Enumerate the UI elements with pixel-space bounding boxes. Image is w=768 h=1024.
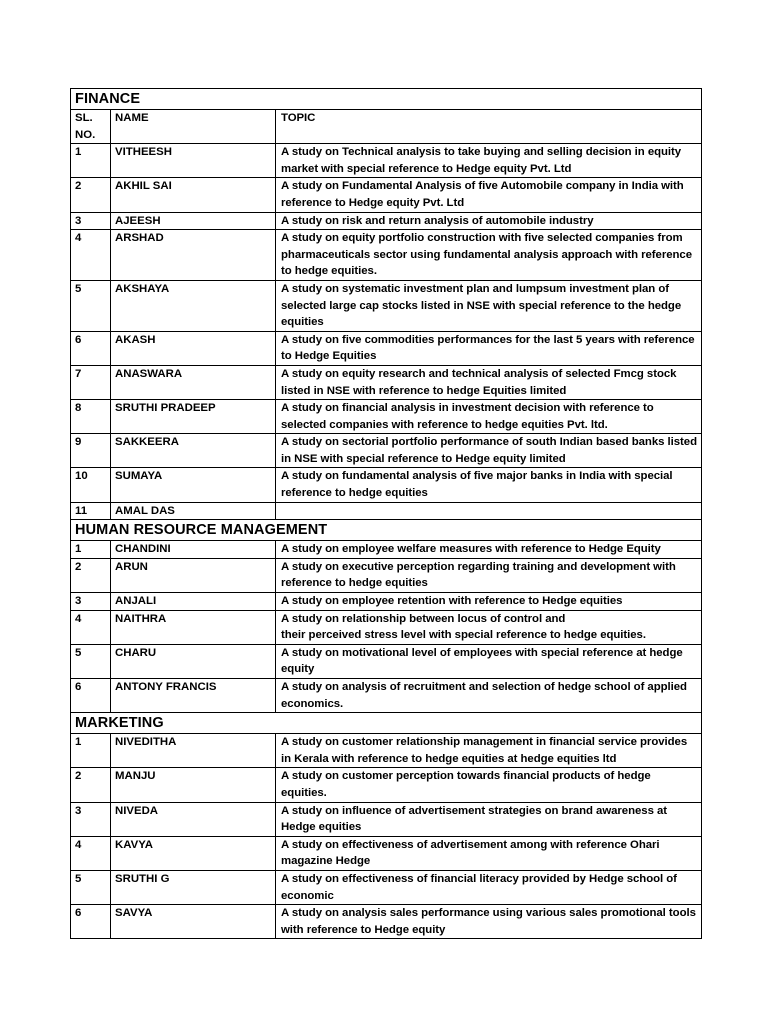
row-sl-no: 1 [71,144,111,178]
row-topic: A study on equity research and technical analysis of selected Fmcg stock listed in NSE with reference to hedge Equities limited [276,365,702,399]
table-row [71,280,702,331]
row-name: SUMAYA [111,468,276,502]
row-sl-no: 1 [71,734,111,768]
row-sl-no: 6 [71,679,111,713]
row-topic: A study on fundamental analysis of five major banks in India with special reference to hedge equities [276,468,702,502]
row-sl-no: 4 [71,610,111,644]
table-row [71,144,702,178]
row-topic: A study on five commodities performances for the last 5 years with reference to Hedge Equities [276,331,702,365]
row-name: NAITHRA [111,610,276,644]
table-row [71,365,702,399]
row-sl-no: 4 [71,836,111,870]
table-row [71,905,702,939]
row-name: MANJU [111,768,276,802]
row-topic: A study on influence of advertisement strategies on brand awareness at Hedge equities [276,802,702,836]
section-title-row [71,520,702,541]
table-body [71,89,702,939]
row-sl-no: 8 [71,400,111,434]
row-name: CHARU [111,644,276,678]
table-row [71,541,702,559]
row-topic: A study on Fundamental Analysis of five Automobile company in India with reference to Hedge equity Pvt. Ltd [276,178,702,212]
row-sl-no: 1 [71,541,111,559]
table-row [71,502,702,520]
row-name: SRUTHI G [111,870,276,904]
row-name: AKSHAYA [111,280,276,331]
row-name: NIVEDITHA [111,734,276,768]
row-topic: A study on equity portfolio construction with five selected companies from pharmaceuticals sector using fundamental analysis approach with reference to hedge equities. [276,230,702,281]
row-sl-no: 10 [71,468,111,502]
row-topic: A study on relationship between locus of control and their perceived stress level with special reference to hedge equities. [276,610,702,644]
row-name: SAKKEERA [111,434,276,468]
header-topic: TOPIC [276,110,702,144]
section-title-row [71,89,702,110]
row-name: SRUTHI PRADEEP [111,400,276,434]
row-name: CHANDINI [111,541,276,559]
header-name: NAME [111,110,276,144]
row-name: SAVYA [111,905,276,939]
row-topic: A study on employee retention with reference to Hedge equities [276,593,702,611]
row-topic: A study on motivational level of employees with special reference at hedge equity [276,644,702,678]
section-title: FINANCE [71,89,702,110]
row-topic: A study on effectiveness of financial literacy provided by Hedge school of economic [276,870,702,904]
row-topic: A study on customer perception towards financial products of hedge equities. [276,768,702,802]
row-topic: A study on effectiveness of advertisement among with reference Ohari magazine Hedge [276,836,702,870]
table-row [71,468,702,502]
row-topic: A study on risk and return analysis of automobile industry [276,212,702,230]
row-name: ANJALI [111,593,276,611]
row-topic [276,502,702,520]
section-title-row [71,713,702,734]
section-title: MARKETING [71,713,702,734]
section-title: HUMAN RESOURCE MANAGEMENT [71,520,702,541]
table-row [71,768,702,802]
table-row [71,593,702,611]
row-sl-no: 2 [71,768,111,802]
table-row [71,644,702,678]
row-name: ANASWARA [111,365,276,399]
row-sl-no: 9 [71,434,111,468]
row-name: VITHEESH [111,144,276,178]
row-sl-no: 6 [71,331,111,365]
row-sl-no: 3 [71,212,111,230]
row-name: ARSHAD [111,230,276,281]
row-sl-no: 3 [71,593,111,611]
row-topic: A study on financial analysis in investment decision with reference to selected companies with reference to hedge equities Pvt. ltd. [276,400,702,434]
row-name: AKASH [111,331,276,365]
row-topic: A study on executive perception regarding training and development with reference to hedge equities [276,558,702,592]
row-sl-no: 6 [71,905,111,939]
project-topics-table [70,88,702,939]
row-topic: A study on Technical analysis to take buying and selling decision in equity market with special reference to Hedge equity Pvt. Ltd [276,144,702,178]
row-sl-no: 2 [71,178,111,212]
table-row [71,610,702,644]
row-topic: A study on customer relationship management in financial service provides in Kerala with reference to hedge equities at hedge equities ltd [276,734,702,768]
row-sl-no: 11 [71,502,111,520]
column-header-row [71,110,702,144]
table-row [71,178,702,212]
row-sl-no: 5 [71,870,111,904]
row-sl-no: 7 [71,365,111,399]
row-name: AMAL DAS [111,502,276,520]
table-row [71,212,702,230]
row-topic: A study on sectorial portfolio performance of south Indian based banks listed in NSE with special reference to Hedge equity limited [276,434,702,468]
row-name: AKHIL SAI [111,178,276,212]
row-name: ANTONY FRANCIS [111,679,276,713]
table-row [71,836,702,870]
table-row [71,558,702,592]
table-row [71,734,702,768]
row-sl-no: 3 [71,802,111,836]
row-topic: A study on employee welfare measures with reference to Hedge Equity [276,541,702,559]
row-name: KAVYA [111,836,276,870]
row-sl-no: 5 [71,644,111,678]
table-row [71,434,702,468]
table-row [71,802,702,836]
header-sl-no: SL. NO. [71,110,111,144]
table-row [71,679,702,713]
row-name: NIVEDA [111,802,276,836]
row-topic: A study on analysis sales performance using various sales promotional tools with reference to Hedge equity [276,905,702,939]
row-name: AJEESH [111,212,276,230]
row-topic: A study on analysis of recruitment and selection of hedge school of applied economics. [276,679,702,713]
row-topic: A study on systematic investment plan and lumpsum investment plan of selected large cap stocks listed in NSE with special reference to the hedge equities [276,280,702,331]
table-row [71,400,702,434]
table-row [71,331,702,365]
row-name: ARUN [111,558,276,592]
row-sl-no: 5 [71,280,111,331]
row-sl-no: 4 [71,230,111,281]
table-row [71,230,702,281]
table-row [71,870,702,904]
row-sl-no: 2 [71,558,111,592]
